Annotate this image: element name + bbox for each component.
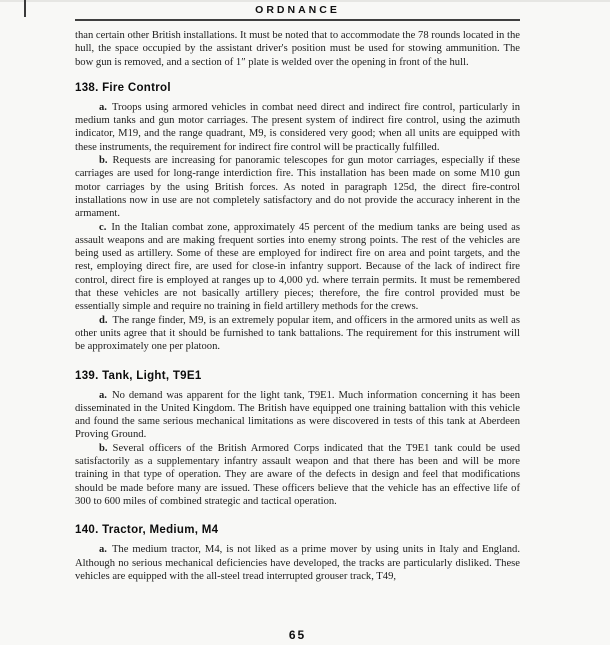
section-140-heading: 140. Tractor, Medium, M4 <box>75 524 219 537</box>
paragraph-label: a. <box>99 101 107 113</box>
header-rule <box>75 19 520 21</box>
section-138-paragraph-a <box>75 101 520 154</box>
paragraph-text: Several officers of the British Armored Corps indicated that the T9E1 tank could be used satisfactorily as a supplementary infantry assault weapon and that there has been and will be more training in that type of operation. They are aware of the defects in design and feel that modifications should be made before many are issued. These officers believe that the vehicle has an effective life of 300 to 600 miles of combined strategic and tactical operation. <box>75 442 520 507</box>
paragraph-label: a. <box>99 389 107 401</box>
paragraph-text: In the Italian combat zone, approximately 45 percent of the medium tanks are being used as assault weapons and are making frequent sorties into enemy strong points. The rest of the vehicles are being used as artillery. Some of these are employed for indirect fire on area and point targets, and the rest, employing direct fire, are used for close-in infantry support. Because of the lack of indirect fire control, direct fire is employed at ranges up to 4,000 yd. where terrain permits. It must be remembered that these vehicles are not basically artillery pieces; therefore, the fire control provided must be essentially simple and require no training in field artillery methods for the crews. <box>75 221 520 313</box>
paragraph-text: The range finder, M9, is an extremely popular item, and officers in the armored units as well as other units agree that it should be furnished to tank battalions. The requirement for this instrument will be approximately one per platoon. <box>75 314 520 353</box>
paragraph-text: Requests are increasing for panoramic telescopes for gun motor carriages, especially if these carriages are used for long-range interdiction fire. This installation has been made on some M10 gun motor carriages by the using British forces. As noted in paragraph 125d, the direct fire-control installations now in use are not completely satisfactory and do not provide the accuracy inherent in the armament. <box>75 155 520 220</box>
running-header: ORDNANCE <box>255 4 340 16</box>
paragraph-text: Troops using armored vehicles in combat need direct and indirect fire control, particularly in medium tanks and gun motor carriages. The present system of indirect fire control, using the azimuth indicator, M19, and the range quadrant, M9, is considered very good; when all units are equipped with these instruments, the requirement for indirect fire control will be practically fulfilled. <box>75 101 520 153</box>
section-139-paragraph-a <box>75 389 520 442</box>
section-138-heading: 138. Fire Control <box>75 81 171 94</box>
paragraph-label: b. <box>99 442 108 454</box>
section-138-paragraph-c <box>75 221 520 314</box>
scan-edge-band <box>0 0 610 2</box>
continuation-paragraph: than certain other British installations. It must be noted that to accommodate the 78 rounds located in the hull, the space occupied by the assistant driver's position must be used for stowing ammunition. The bow gun is removed, and a section of 1″ plate is welded over the opening in front of the hull. <box>75 30 520 68</box>
paragraph-text: No demand was apparent for the light tank, T9E1. Much information concerning it has been disseminated in the United Kingdom. The British have equipped one training battalion with this vehicle and found the same serious mechanical limitations as were discovered in tests of this tank at Aberdeen Proving Ground. <box>75 389 520 441</box>
scan-artifact-line <box>24 0 26 17</box>
section-140 <box>75 524 520 583</box>
paragraph-label: b. <box>99 155 108 167</box>
section-138-paragraph-b <box>75 154 520 220</box>
page-number: 65 <box>288 628 307 642</box>
section-139-heading: 139. Tank, Light, T9E1 <box>75 369 202 382</box>
paragraph-text: The medium tractor, M4, is not liked as a prime mover by using units in Italy and England. Although no serious mechanical deficiencies have developed, the tracks are particularly disliked. These vehicles are equipped with the all-steel tread interrupted grouser track, T49, <box>75 544 520 582</box>
page-content <box>75 0 520 583</box>
paragraph-label: d. <box>99 314 108 326</box>
paragraph-label: c. <box>99 221 107 233</box>
section-138-paragraph-d <box>75 314 520 354</box>
section-139 <box>75 370 520 509</box>
paragraph-label: a. <box>99 544 107 556</box>
section-138 <box>75 82 520 354</box>
section-140-paragraph-a <box>75 543 520 583</box>
section-139-paragraph-b <box>75 442 520 508</box>
